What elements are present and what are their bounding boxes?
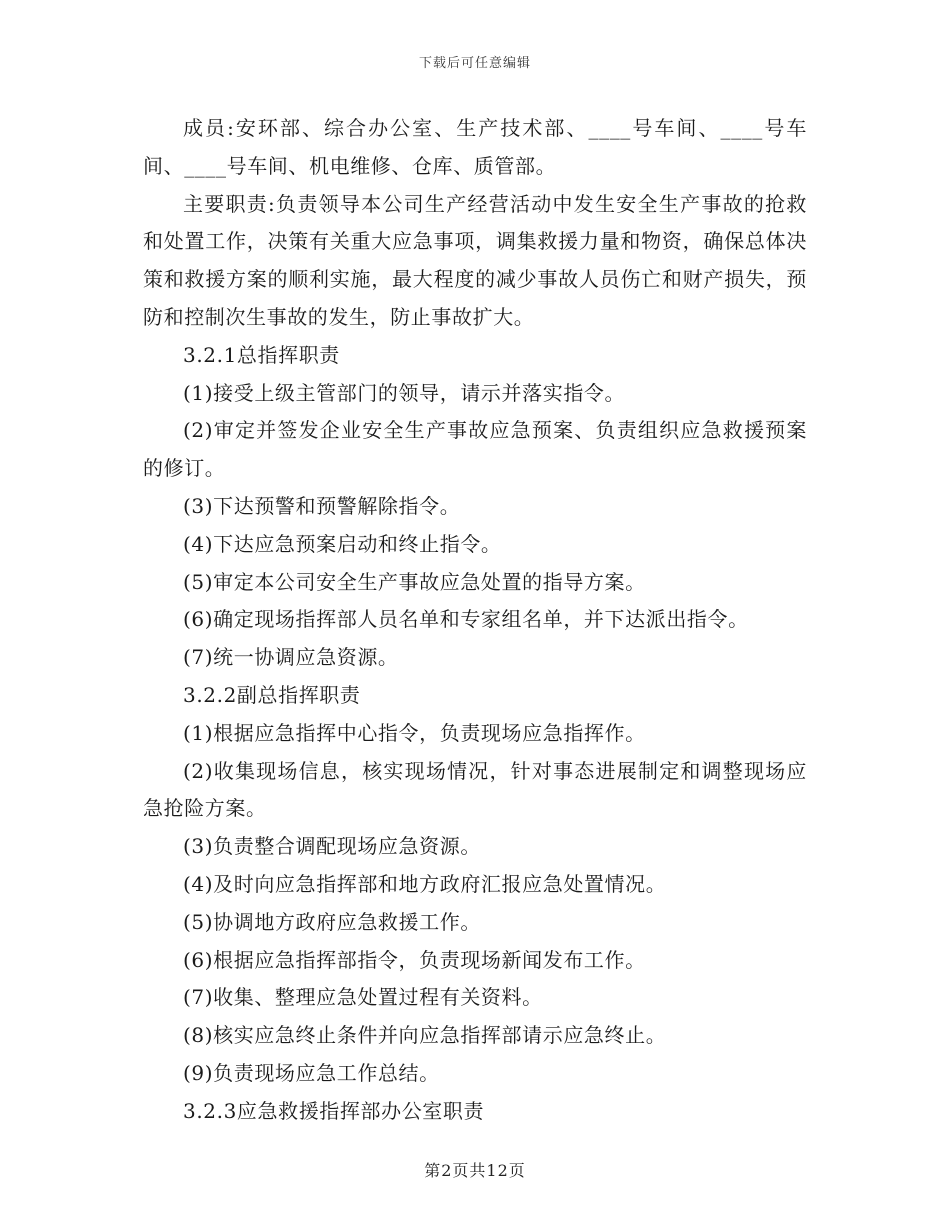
list-item: (2)收集现场信息，核实现场情况，针对事态进展制定和调整现场应急抢险方案。: [143, 758, 807, 821]
section-heading-3-2-3: 3.2.3应急救援指挥部办公室职责: [183, 1098, 485, 1123]
list-item: (4)下达应急预案启动和终止指令。: [183, 531, 502, 556]
list-item: (6)确定现场指挥部人员名单和专家组名单，并下达派出指令。: [183, 607, 749, 632]
list-item: (7)统一协调应急资源。: [183, 645, 399, 670]
list-item: (1)根据应急指挥中心指令，负责现场应急指挥作。: [183, 720, 646, 745]
section-heading-3-2-1: 3.2.1总指挥职责: [183, 342, 340, 367]
list-item: (5)审定本公司安全生产事故应急处置的指导方案。: [183, 569, 646, 594]
paragraph-main-duties: 主要职责:负责领导本公司生产经营活动中发生安全生产事故的抢救和处置工作，决策有关重大应急事项，调集救援力量和物资，确保总体决策和救援方案的顺利实施，最大程度的减少事故人员伤亡和财产损失，预防和控制次生事故的发生，防止事故扩大。: [143, 191, 807, 329]
list-item: (2)审定并签发企业安全生产事故应急预案、负责组织应急救援预案的修订。: [143, 418, 807, 481]
list-item: (8)核实应急终止条件并向应急指挥部请示应急终止。: [183, 1023, 667, 1048]
section-heading-3-2-2: 3.2.2副总指挥职责: [183, 682, 361, 707]
list-item: (3)下达预警和预警解除指令。: [183, 493, 461, 518]
page-number: 第2页共12页: [424, 1161, 526, 1180]
list-item: (1)接受上级主管部门的领导，请示并落实指令。: [183, 380, 626, 405]
page-header: 下载后可任意编辑: [418, 56, 531, 71]
list-item: (9)负责现场应急工作总结。: [183, 1060, 440, 1085]
list-item: (3)负责整合调配现场应急资源。: [183, 834, 481, 859]
list-item: (4)及时向应急指挥部和地方政府汇报应急处置情况。: [183, 871, 667, 896]
list-item: (7)收集、整理应急处置过程有关资料。: [183, 985, 543, 1010]
list-item: (5)协调地方政府应急救援工作。: [183, 909, 481, 934]
paragraph-members: 成员:安环部、综合办公室、生产技术部、____号车间、____号车间、____号车间、机电维修、仓库、质管部。: [143, 116, 807, 178]
document-body: [143, 110, 807, 1131]
list-item: (6)根据应急指挥部指令，负责现场新闻发布工作。: [183, 947, 646, 972]
